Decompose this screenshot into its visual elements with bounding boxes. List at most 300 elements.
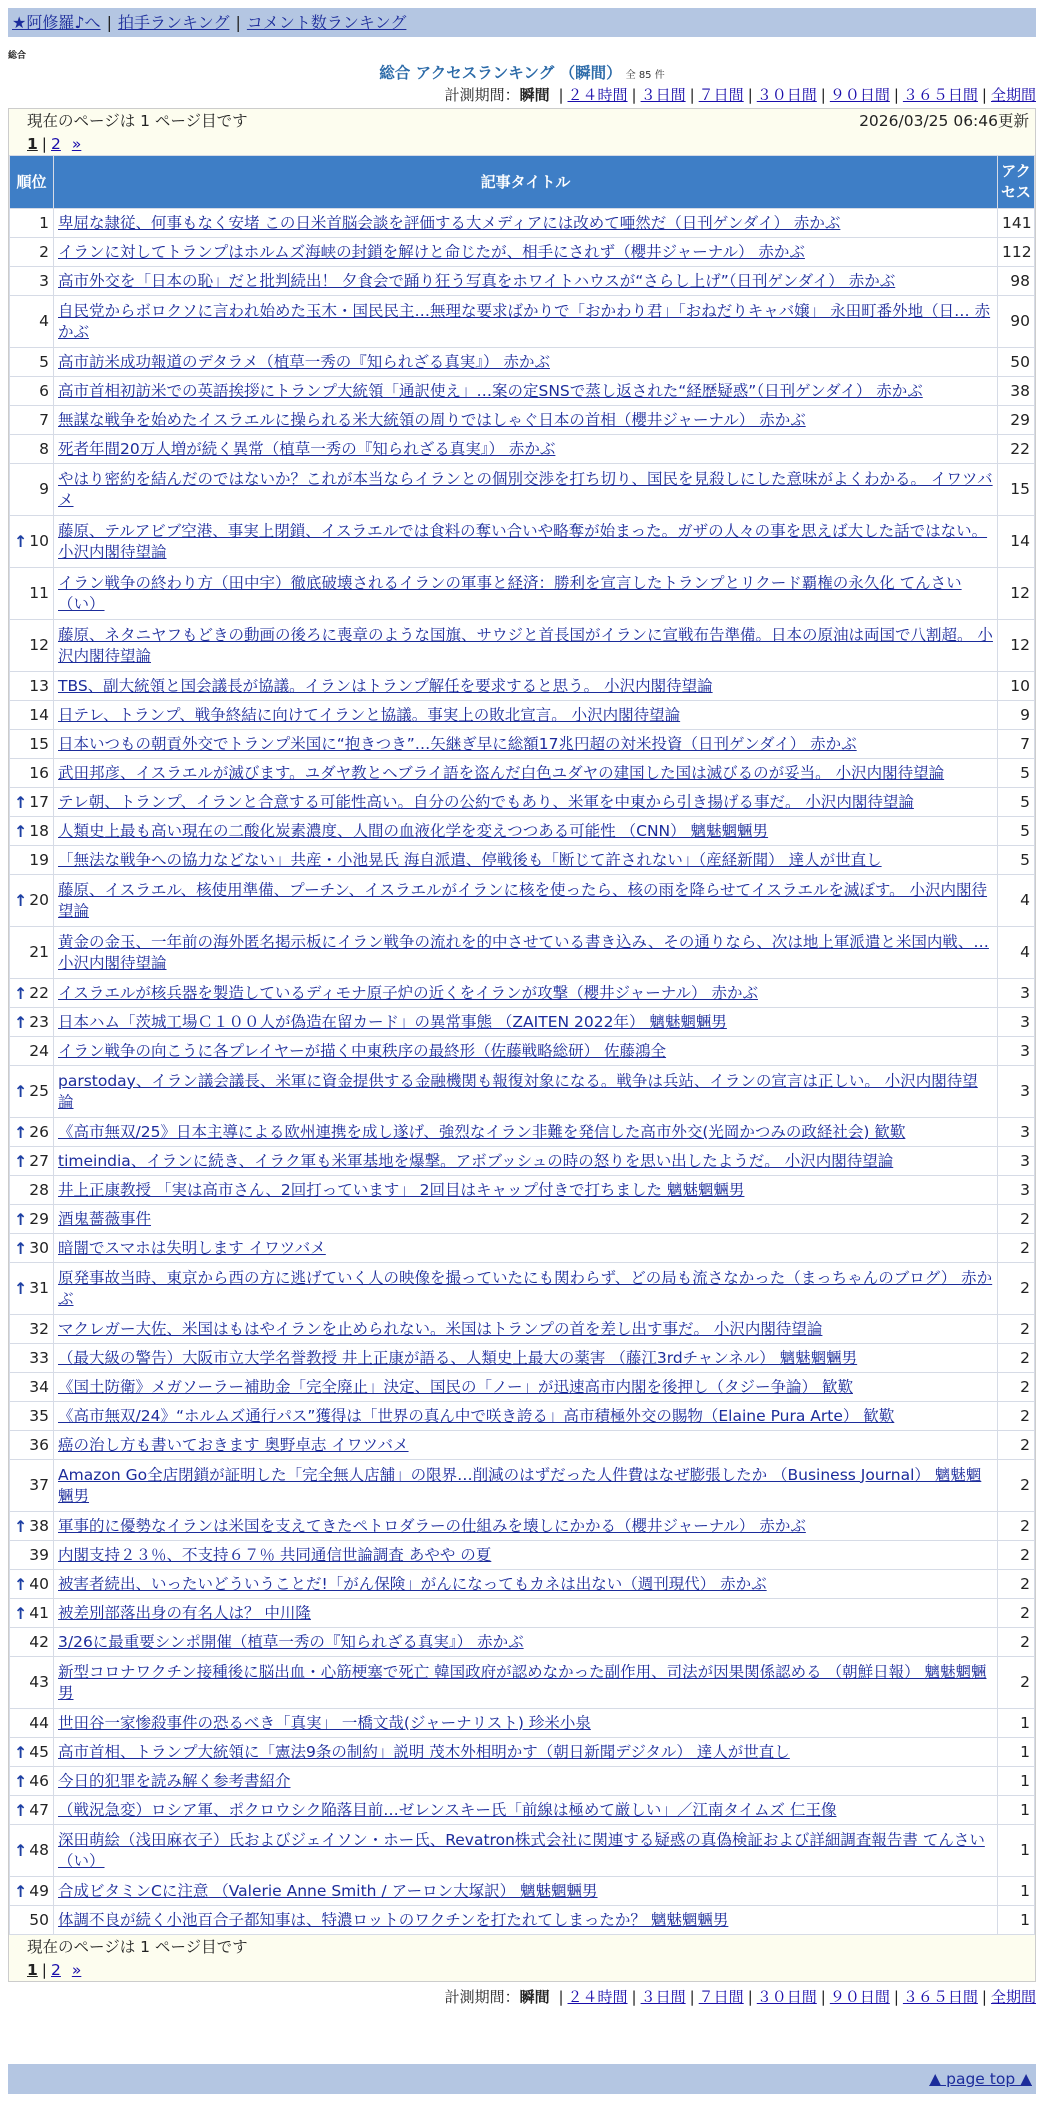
article-title-link[interactable]: TBS、副大統領と国会議長が協議。イランはトランプ解任を要求すると思う。 小沢内閣待望論 — [58, 676, 713, 695]
rank-number: 22 — [29, 983, 49, 1002]
period-current: 瞬間 — [519, 1988, 550, 2006]
rank-cell — [10, 377, 54, 406]
period-selector-top — [8, 84, 1036, 106]
title-cell — [54, 927, 998, 979]
up-arrow-icon: ↑ — [14, 792, 28, 812]
article-title-link[interactable]: 原発事故当時、東京から西の方に逃げていく人の映像を撮っていたにも関わらず、どの局も流さなかった（まっちゃんのブログ） 赤かぶ — [58, 1268, 993, 1308]
table-row — [10, 1008, 1035, 1037]
access-count-cell: 5 — [998, 759, 1035, 788]
article-title-link[interactable]: イスラエルが核兵器を製造しているディモナ原子炉の近くをイランが攻撃（櫻井ジャーナル） 赤かぶ — [58, 983, 758, 1002]
period-option-link[interactable]: ３日間 — [640, 86, 686, 104]
period-option-link[interactable]: ７日間 — [698, 86, 744, 104]
period-option-link[interactable]: ３０日間 — [756, 86, 817, 104]
ranking-title-row — [8, 62, 1036, 84]
access-count-cell: 3 — [998, 1037, 1035, 1066]
access-count-cell: 2 — [998, 1234, 1035, 1263]
access-count-cell: 112 — [998, 238, 1035, 267]
article-title-link[interactable]: 死者年間20万人増が続く異常（植草一秀の『知られざる真実』） 赤かぶ — [58, 439, 556, 458]
access-count-cell: 1 — [998, 1877, 1035, 1906]
up-arrow-icon: ↑ — [14, 1841, 28, 1860]
rank-number: 42 — [29, 1632, 49, 1651]
access-count-cell: 38 — [998, 377, 1035, 406]
table-row — [10, 1628, 1035, 1657]
access-count-cell: 2 — [998, 1315, 1035, 1344]
rank-header: 順位 — [10, 156, 54, 209]
article-title-link[interactable]: 卑屈な隷従、何事もなく安堵 この日米首脳会談を評価する大メディアには改めて唖然だ（日刊ゲンダイ） 赤かぶ — [58, 213, 841, 232]
rank-number: 21 — [29, 943, 49, 961]
title-cell — [54, 1825, 998, 1877]
access-count-cell: 3 — [998, 1176, 1035, 1205]
rank-cell — [10, 1599, 54, 1628]
period-separator: | — [747, 1988, 753, 2006]
title-cell — [54, 1570, 998, 1599]
rank-cell — [10, 1205, 54, 1234]
title-cell — [54, 1709, 998, 1738]
rank-number: 41 — [29, 1603, 49, 1622]
pager-next-arrow[interactable]: » — [71, 1961, 82, 1979]
article-title-link[interactable]: 深田萌絵（浅田麻衣子）氏およびジェイソン・ホー氏、Revatron株式会社に関連する疑惑の真偽検証および詳細調査報告書 てんさい（い） — [58, 1830, 985, 1870]
table-row — [10, 1176, 1035, 1205]
nav-separator: | — [106, 13, 112, 32]
rank-number: 1 — [39, 213, 49, 232]
rank-cell — [10, 1147, 54, 1176]
article-title-link[interactable]: 《国土防衛》メガソーラー補助金「完全廃止」決定、国民の「ノー」が迅速高市内閣を後押し（タジー争論） 歓歎 — [58, 1377, 853, 1396]
access-count-cell: 4 — [998, 875, 1035, 927]
rank-cell — [10, 1118, 54, 1147]
article-title-link[interactable]: 高市首相初訪米での英語挨拶にトランプ大統領「通訳使え」…案の定SNSで蒸し返された“経歴疑惑”（日刊ゲンダイ） 赤かぶ — [58, 381, 923, 400]
pager-top: 1 | 2 » — [27, 135, 82, 153]
period-separator: | — [820, 86, 826, 104]
rank-cell — [10, 1431, 54, 1460]
rank-number: 44 — [29, 1713, 49, 1732]
table-row — [10, 979, 1035, 1008]
access-count-cell: 1 — [998, 1709, 1035, 1738]
table-row — [10, 464, 1035, 516]
title-cell — [54, 1205, 998, 1234]
article-title-link[interactable]: timeindia、イランに続き、イラク軍も米軍基地を爆撃。アボブッシュの時の怒りを思い出したようだ。 小沢内閣待望論 — [58, 1151, 894, 1170]
title-cell — [54, 620, 998, 672]
table-row — [10, 568, 1035, 620]
access-count-cell: 141 — [998, 209, 1035, 238]
rank-number: 18 — [29, 821, 49, 840]
article-title-link[interactable]: 軍事的に優勢なイランは米国を支えてきたペトロダラーの仕組みを壊しにかかる（櫻井ジャーナル） 赤かぶ — [58, 1516, 806, 1535]
table-row — [10, 1796, 1035, 1825]
title-cell — [54, 1344, 998, 1373]
title-cell — [54, 1877, 998, 1906]
rank-cell — [10, 1008, 54, 1037]
article-title-link[interactable]: 「無法な戦争への協力などない」共産・小池晃氏 海自派遣、停戦後も「断じて許されない」（産経新聞） 達人が世直し — [58, 850, 882, 869]
table-row — [10, 788, 1035, 817]
pager-current: 1 — [27, 135, 38, 153]
article-title-link[interactable]: イランに対してトランプはホルムズ海峡の封鎖を解けと命じたが、相手にされず（櫻井ジャーナル） 赤かぶ — [58, 242, 805, 261]
rank-cell — [10, 701, 54, 730]
rank-number: 43 — [29, 1673, 49, 1691]
title-cell — [54, 1541, 998, 1570]
rank-number: 30 — [29, 1238, 49, 1257]
up-arrow-icon: ↑ — [14, 1574, 28, 1594]
table-row — [10, 1234, 1035, 1263]
table-row — [10, 209, 1035, 238]
rank-cell — [10, 1512, 54, 1541]
up-arrow-icon: ↑ — [14, 891, 28, 910]
access-count-cell: 2 — [998, 1460, 1035, 1512]
table-row — [10, 1599, 1035, 1628]
pager-bottom: 1 | 2 » — [27, 1961, 82, 1979]
article-title-link[interactable]: 暗闇でスマホは失明します イワツバメ — [58, 1238, 326, 1257]
title-cell — [54, 568, 998, 620]
up-arrow-icon: ↑ — [14, 1012, 28, 1032]
page-top-link[interactable]: ▲ page top ▲ — [929, 2070, 1032, 2088]
title-header: 記事タイトル — [54, 156, 998, 209]
article-title-link[interactable]: やはり密約を結んだのではないか？これが本当ならイランとの個別交渉を打ち切り、国民を見殺しにした意味がよくわかる。 イワツバメ — [58, 469, 993, 509]
rank-cell — [10, 1796, 54, 1825]
article-title-link[interactable]: parstoday、イラン議会議長、米軍に資金提供する金融機関も報復対象になる。戦争は兵站、イランの宣言は正しい。 小沢内閣待望論 — [58, 1071, 978, 1111]
article-title-link[interactable]: 《高市無双/24》“ホルムズ通行パス”獲得は「世界の真ん中で咲き誇る」高市積極外交の賜物（Elaine Pura Arte） 歓歎 — [58, 1406, 895, 1425]
up-arrow-icon: ↑ — [14, 1516, 28, 1536]
rank-cell — [10, 1657, 54, 1709]
up-arrow-icon: ↑ — [14, 821, 28, 841]
period-option-link[interactable]: ２４時間 — [567, 86, 628, 104]
title-cell — [54, 1431, 998, 1460]
article-title-link[interactable]: 酒鬼薔薇事件 — [58, 1209, 152, 1228]
table-row — [10, 516, 1035, 568]
rank-number: 11 — [29, 584, 49, 602]
table-row — [10, 1373, 1035, 1402]
rank-cell — [10, 1066, 54, 1118]
rank-cell — [10, 1738, 54, 1767]
access-count-cell: 2 — [998, 1512, 1035, 1541]
article-title-link[interactable]: 今日的犯罪を読み解く参考書紹介 — [58, 1771, 291, 1790]
period-separator: | — [558, 86, 564, 104]
rank-cell — [10, 1234, 54, 1263]
period-option-link[interactable]: 全期間 — [990, 1988, 1036, 2006]
rank-cell — [10, 672, 54, 701]
access-count-cell: 2 — [998, 1599, 1035, 1628]
period-separator: | — [689, 1988, 695, 2006]
rank-number: 25 — [29, 1082, 49, 1100]
article-title-link[interactable]: 高市首相、トランプ大統領に「憲法9条の制約」説明 茂木外相明かす（朝日新聞デジタル） 達人が世直し — [58, 1742, 790, 1761]
title-cell — [54, 348, 998, 377]
pager-next-arrow[interactable]: » — [71, 135, 82, 153]
up-arrow-icon: ↑ — [14, 1742, 28, 1762]
title-cell — [54, 1066, 998, 1118]
article-title-link[interactable]: 世田谷一家惨殺事件の恐るべき「真実」 一橋文哉(ジャーナリスト) 珍米小泉 — [58, 1713, 591, 1732]
up-arrow-icon: ↑ — [14, 1279, 28, 1298]
article-title-link[interactable]: 内閣支持２３％、不支持６７％ 共同通信世論調査 あやや の夏 — [58, 1545, 492, 1564]
table-row — [10, 406, 1035, 435]
period-option-link[interactable]: ３日間 — [640, 1988, 686, 2006]
access-count-cell: 3 — [998, 1066, 1035, 1118]
rank-cell — [10, 238, 54, 267]
rank-cell — [10, 1460, 54, 1512]
access-count-cell: 15 — [998, 464, 1035, 516]
title-cell — [54, 377, 998, 406]
period-separator: | — [631, 1988, 637, 2006]
access-count-cell: 10 — [998, 672, 1035, 701]
article-title-link[interactable]: 高市外交を「日本の恥」だと批判続出！ 夕食会で踊り狂う写真をホワイトハウスが“さらし上げ”（日刊ゲンダイ） 赤かぶ — [58, 271, 896, 290]
title-cell — [54, 759, 998, 788]
rank-number: 16 — [29, 763, 49, 782]
table-row — [10, 701, 1035, 730]
article-title-link[interactable]: マクレガー大佐、米国はもはやイランを止められない。米国はトランプの首を差し出す事だ。 小沢内閣待望論 — [58, 1319, 823, 1338]
rank-number: 48 — [29, 1841, 49, 1859]
access-count-cell: 22 — [998, 435, 1035, 464]
rank-number: 23 — [29, 1012, 49, 1031]
rank-number: 45 — [29, 1742, 49, 1761]
title-cell — [54, 1037, 998, 1066]
table-row — [10, 1738, 1035, 1767]
rank-number: 49 — [29, 1881, 49, 1900]
page-wrapper — [8, 8, 1036, 2008]
table-row — [10, 1906, 1035, 1935]
up-arrow-icon: ↑ — [14, 983, 28, 1003]
rank-cell — [10, 464, 54, 516]
access-count-cell: 29 — [998, 406, 1035, 435]
rank-cell — [10, 1570, 54, 1599]
period-separator: | — [558, 1988, 564, 2006]
table-row — [10, 1877, 1035, 1906]
rank-number: 19 — [29, 850, 49, 869]
title-cell — [54, 1657, 998, 1709]
period-selector-bottom — [8, 1986, 1036, 2008]
title-cell — [54, 979, 998, 1008]
access-count-cell: 3 — [998, 1008, 1035, 1037]
table-header-row — [10, 156, 1035, 209]
access-count-cell: 50 — [998, 348, 1035, 377]
table-row — [10, 1402, 1035, 1431]
article-title-link[interactable]: 《高市無双/25》日本主導による欧州連携を成し遂げ、強烈なイラン非難を発信した高市外交(光岡かつみの政経社会) 歓歎 — [58, 1122, 906, 1141]
access-count-cell: 1 — [998, 1906, 1035, 1935]
pager-current: 1 — [27, 1961, 38, 1979]
article-title-link[interactable]: 3/26に最重要シンポ開催（植草一秀の『知られざる真実』） 赤かぶ — [58, 1632, 524, 1651]
article-title-link[interactable]: 体調不良が続く小池百合子都知事は、特濃ロットのワクチンを打たれてしまったか？ 魑魅魍魎男 — [58, 1910, 729, 1929]
ranking-rows — [10, 209, 1035, 1935]
rank-cell — [10, 788, 54, 817]
rank-cell — [10, 1767, 54, 1796]
title-cell — [54, 516, 998, 568]
access-count-cell: 4 — [998, 927, 1035, 979]
table-row — [10, 1767, 1035, 1796]
article-title-link[interactable]: 藤原、テルアビブ空港、事実上閉鎖、イスラエルでは食料の奪い合いや略奪が始まった。ガザの人々の事を思えば大した話ではない。 小沢内閣待望論 — [58, 521, 988, 561]
period-separator: | — [689, 86, 695, 104]
access-count-cell: 3 — [998, 1118, 1035, 1147]
pager-next-page[interactable]: 2 — [51, 135, 61, 153]
up-arrow-icon: ↑ — [14, 532, 28, 551]
rank-cell — [10, 296, 54, 348]
table-row — [10, 1344, 1035, 1373]
article-title-link[interactable]: 人類史上最も高い現在の二酸化炭素濃度、人間の血液化学を変えつつある可能性 （CNN） 魑魅魍魎男 — [58, 821, 769, 840]
title-cell — [54, 1906, 998, 1935]
article-title-link[interactable]: Amazon Go全店閉鎖が証明した「完全無人店舗」の限界…削減のはずだった人件費はなぜ膨張したか （Business Journal） 魑魅魍魎男 — [58, 1465, 982, 1505]
title-cell — [54, 1176, 998, 1205]
period-option-link[interactable]: ７日間 — [698, 1988, 744, 2006]
article-title-link[interactable]: テレ朝、トランプ、イランと合意する可能性高い。自分の公約でもあり、米軍を中東から引き揚げる事だ。 小沢内閣待望論 — [58, 792, 914, 811]
period-separator: | — [893, 1988, 899, 2006]
access-count-cell: 5 — [998, 846, 1035, 875]
table-row — [10, 1570, 1035, 1599]
rank-number: 7 — [39, 410, 49, 429]
period-option-link[interactable]: ３０日間 — [756, 1988, 817, 2006]
rank-cell — [10, 348, 54, 377]
table-row — [10, 927, 1035, 979]
table-row — [10, 1657, 1035, 1709]
rank-cell — [10, 817, 54, 846]
rank-number: 2 — [39, 242, 49, 261]
rank-cell — [10, 1906, 54, 1935]
rank-cell — [10, 516, 54, 568]
rank-cell — [10, 759, 54, 788]
title-cell — [54, 238, 998, 267]
rank-number: 26 — [29, 1122, 49, 1141]
rank-cell — [10, 846, 54, 875]
page-info-text: 現在のページは 1 ページ目です — [27, 112, 248, 130]
table-row — [10, 267, 1035, 296]
article-title-link[interactable]: 合成ビタミンCに注意 （Valerie Anne Smith / アーロン大塚訳） 魑魅魍魎男 — [58, 1881, 598, 1900]
period-option-link[interactable]: ９０日間 — [829, 1988, 890, 2006]
footer-bar — [8, 2064, 1036, 2094]
title-cell — [54, 672, 998, 701]
rank-cell — [10, 1373, 54, 1402]
rank-number: 40 — [29, 1574, 49, 1593]
table-row — [10, 817, 1035, 846]
updated-timestamp: 2026/03/25 06:46更新 — [859, 112, 1029, 130]
access-count-cell: 98 — [998, 267, 1035, 296]
title-cell — [54, 1234, 998, 1263]
period-option-link[interactable]: 全期間 — [990, 86, 1036, 104]
rank-number: 50 — [29, 1910, 49, 1929]
access-count-cell: 2 — [998, 1570, 1035, 1599]
title-cell — [54, 1460, 998, 1512]
access-count-cell: 12 — [998, 568, 1035, 620]
rank-cell — [10, 730, 54, 759]
article-title-link[interactable]: （最大級の警告）大阪市立大学名誉教授 井上正康が語る、人類史上最大の薬害 （藤江3rdチャンネル） 魑魅魍魎男 — [58, 1348, 858, 1367]
title-cell — [54, 1767, 998, 1796]
rank-cell — [10, 1263, 54, 1315]
table-row — [10, 348, 1035, 377]
access-count-cell: 14 — [998, 516, 1035, 568]
access-count-cell: 90 — [998, 296, 1035, 348]
period-option-link[interactable]: ９０日間 — [829, 86, 890, 104]
period-option-link[interactable]: ３６５日間 — [902, 1988, 978, 2006]
rank-number: 34 — [29, 1377, 49, 1396]
rank-cell — [10, 1541, 54, 1570]
rank-cell — [10, 1037, 54, 1066]
rank-number: 20 — [29, 891, 49, 909]
access-count-cell: 7 — [998, 730, 1035, 759]
title-cell — [54, 1402, 998, 1431]
article-title-link[interactable]: 日本ハム「茨城工場Ｃ１００人が偽造在留カード」の異常事態 （ZAITEN 2022年） 魑魅魍魎男 — [58, 1012, 727, 1031]
article-title-link[interactable]: 無謀な戦争を始めたイスラエルに操られる米大統領の周りではしゃぐ日本の首相（櫻井ジャーナル） 赤かぶ — [58, 410, 806, 429]
article-title-link[interactable]: イラン戦争の向こうに各プレイヤーが描く中東秩序の最終形（佐藤戦略総研） 佐藤鴻全 — [58, 1041, 667, 1060]
title-cell — [54, 1147, 998, 1176]
table-row — [10, 1147, 1035, 1176]
table-row — [10, 377, 1035, 406]
table-row — [10, 1263, 1035, 1315]
table-row — [10, 730, 1035, 759]
access-count-cell: 2 — [998, 1431, 1035, 1460]
rank-cell — [10, 1176, 54, 1205]
title-cell — [54, 701, 998, 730]
article-title-link[interactable]: 自民党からボロクソに言われ始めた玉木・国民民主…無理な要求ばかりで「おかわり君」「おねだりキャバ嬢」 永田町番外地（日… 赤かぶ — [58, 301, 991, 341]
table-row — [10, 238, 1035, 267]
rank-number: 39 — [29, 1545, 49, 1564]
title-cell — [54, 209, 998, 238]
table-row — [10, 1118, 1035, 1147]
access-count-cell: 12 — [998, 620, 1035, 672]
rank-cell — [10, 435, 54, 464]
access-count-cell: 2 — [998, 1344, 1035, 1373]
article-title-link[interactable]: 癌の治し方も書いておきます 奥野卓志 イワツバメ — [58, 1435, 409, 1454]
rank-cell — [10, 927, 54, 979]
up-arrow-icon: ↑ — [14, 1881, 28, 1901]
article-title-link[interactable]: 高市訪米成功報道のデタラメ（植草一秀の『知られざる真実』） 赤かぶ — [58, 352, 550, 371]
article-title-link[interactable]: 新型コロナワクチン接種後に脳出血・心筋梗塞で死亡 韓国政府が認めなかった副作用、司法が因果関係認める （朝鮮日報） 魑魅魍魎男 — [58, 1662, 987, 1702]
article-title-link[interactable]: （戦況急変）ロシア軍、ポクロウシク陥落目前…ゼレンスキー氏「前線は極めて厳しい」／江南タイムズ 仁王像 — [58, 1800, 837, 1819]
pager-next-page[interactable]: 2 — [51, 1961, 61, 1979]
period-option-link[interactable]: ３６５日間 — [902, 86, 978, 104]
rank-cell — [10, 406, 54, 435]
period-label: 計測期間： — [444, 86, 520, 104]
title-cell — [54, 875, 998, 927]
article-title-link[interactable]: 井上正康教授 「実は高市さん、2回打っています」 2回目はキャップ付きで打ちました 魑魅魍魎男 — [58, 1180, 745, 1199]
rank-number: 35 — [29, 1406, 49, 1425]
period-option-link[interactable]: ２４時間 — [567, 1988, 628, 2006]
table-row — [10, 1431, 1035, 1460]
rank-cell — [10, 1825, 54, 1877]
rank-cell — [10, 1628, 54, 1657]
article-title-link[interactable]: 武田邦彦、イスラエルが滅びます。ユダヤ教とヘブライ語を盗んだ白色ユダヤの建国した国は滅びるのが妥当。 小沢内閣待望論 — [58, 763, 945, 782]
article-title-link[interactable]: 藤原、ネタニヤフもどきの動画の後ろに喪章のような国旗、サウジと首長国がイランに宣戦布告準備。日本の原油は両国で八割超。 小沢内閣待望論 — [58, 625, 993, 665]
title-cell — [54, 1512, 998, 1541]
rank-number: 14 — [29, 705, 49, 724]
comment-ranking-link[interactable]: コメント数ランキング — [246, 13, 407, 32]
title-cell — [54, 788, 998, 817]
title-cell — [54, 1315, 998, 1344]
up-arrow-icon: ↑ — [14, 1603, 28, 1623]
rank-number: 37 — [29, 1476, 49, 1494]
rank-number: 33 — [29, 1348, 49, 1367]
article-title-link[interactable]: 藤原、イスラエル、核使用準備、プーチン、イスラエルがイランに核を使ったら、核の雨を降らせてイスラエルを滅ぼす。 小沢内閣待望論 — [58, 880, 988, 920]
period-label: 計測期間： — [444, 1988, 520, 2006]
rank-cell — [10, 1877, 54, 1906]
table-row — [10, 1709, 1035, 1738]
clap-ranking-link[interactable]: 拍手ランキング — [117, 13, 230, 32]
ranking-table — [9, 155, 1035, 1935]
article-title-link[interactable]: 黄金の金玉、一年前の海外匿名掲示板にイラン戦争の流れを的中させている書き込み、その通りなら、次は地上軍派遣と米国内戦、… 小沢内閣待望論 — [58, 932, 989, 972]
article-title-link[interactable]: 日テレ、トランプ、戦争終結に向けてイランと協議。事実上の敗北宣言。 小沢内閣待望論 — [58, 705, 681, 724]
table-row — [10, 1460, 1035, 1512]
title-cell — [54, 1373, 998, 1402]
title-cell — [54, 1263, 998, 1315]
rank-number: 46 — [29, 1771, 49, 1790]
rank-number: 36 — [29, 1435, 49, 1454]
rank-number: 31 — [29, 1279, 49, 1297]
period-separator: | — [981, 86, 987, 104]
article-title-link[interactable]: イラン戦争の終わり方（田中宇）徹底破壊されるイランの軍事と経済：勝利を宣言したトランプとリクード覇権の永久化 てんさい（い） — [58, 573, 962, 613]
article-title-link[interactable]: 被害者続出、いったいどういうことだ!「がん保険」がんになってもカネは出ない（週刊現代） 赤かぶ — [58, 1574, 767, 1593]
rank-number: 28 — [29, 1180, 49, 1199]
title-cell — [54, 1599, 998, 1628]
article-title-link[interactable]: 日本いつもの朝貢外交でトランプ米国に“抱きつき”…矢継ぎ早に総額17兆円超の対米投資（日刊ゲンダイ） 赤かぶ — [58, 734, 857, 753]
title-cell — [54, 730, 998, 759]
access-count-cell: 1 — [998, 1825, 1035, 1877]
home-link[interactable]: ★阿修羅♪へ — [12, 13, 101, 32]
top-nav — [8, 8, 1036, 37]
table-row — [10, 875, 1035, 927]
title-cell — [54, 1628, 998, 1657]
article-title-link[interactable]: 被差別部落出身の有名人は？ 中川隆 — [58, 1603, 311, 1622]
rank-number: 6 — [39, 381, 49, 400]
